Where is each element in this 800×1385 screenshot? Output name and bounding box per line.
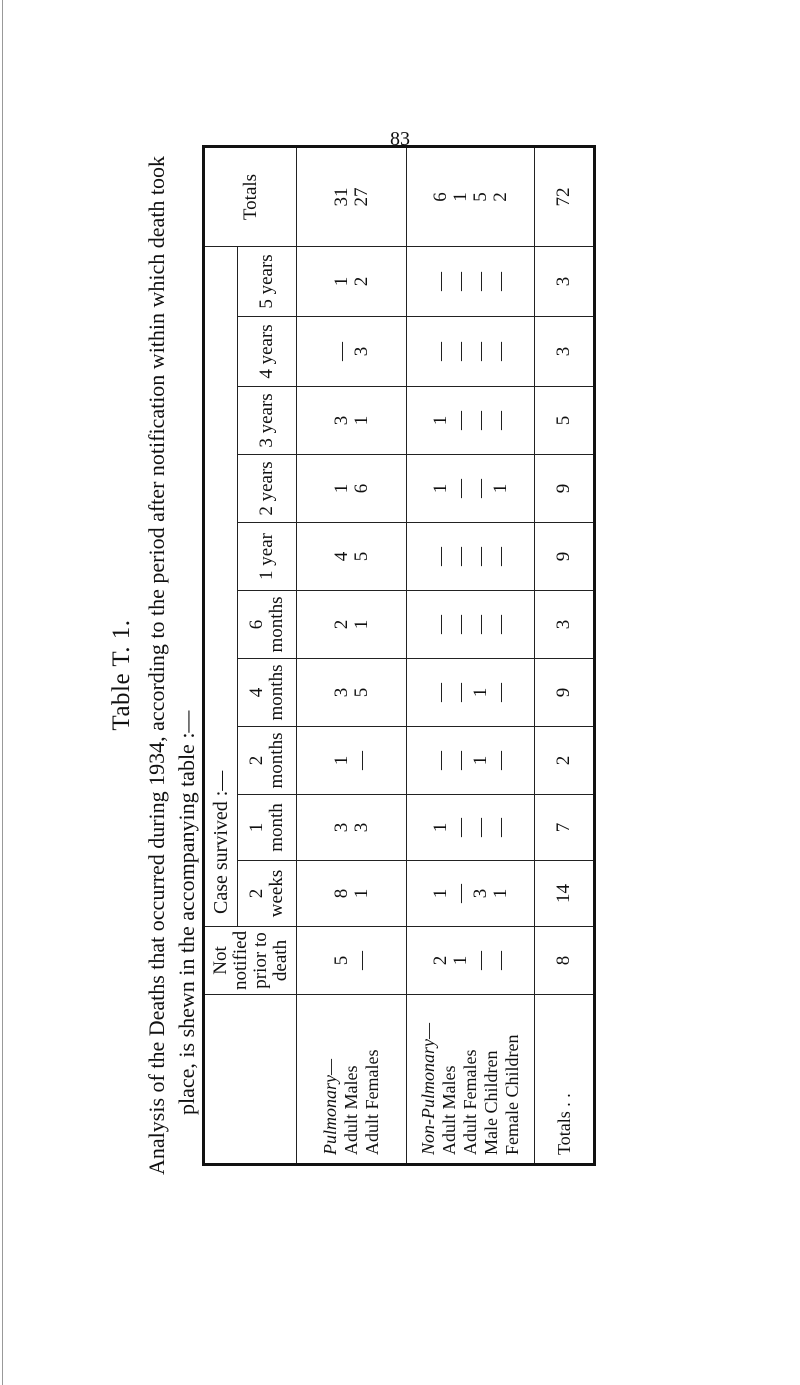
value: — [489,411,511,430]
totals-period: 3 [535,317,595,387]
period-cell [407,317,535,387]
value: 6 [350,483,372,494]
period-header: 2 weeks [238,861,297,927]
value: — [489,615,511,634]
value: — [429,751,451,770]
value: — [469,342,491,361]
value: 2 [429,955,451,966]
value: — [449,884,471,903]
value: — [469,479,491,498]
row-label: Adult Females [362,1049,382,1155]
value: — [449,751,471,770]
value: — [350,951,372,970]
totals-period: 14 [535,861,595,927]
row-label: Adult Males [439,1065,459,1155]
value: 1 [489,483,511,494]
value: — [469,547,491,566]
value: — [350,751,372,770]
value: 1 [449,192,471,202]
value: — [469,272,491,291]
value: — [429,683,451,702]
value: 3 [330,822,352,833]
value: 5 [350,551,372,562]
period-cell [297,727,407,795]
value: 1 [469,755,491,766]
period-cell [297,387,407,455]
page-number: 83 [390,128,410,150]
value: — [449,615,471,634]
totals-cell [407,147,535,247]
value: 1 [469,687,491,698]
group-pulmonary-label [297,995,407,1165]
totals-period: 9 [535,659,595,727]
row-label: Female Children [502,1034,522,1155]
value: 8 [330,888,352,899]
value: 1 [429,415,451,426]
value: 1 [449,955,471,966]
table-label: Table T. 1. [108,619,135,731]
period-header: 5 years [238,247,297,317]
value: 1 [489,888,511,899]
scan-margin-line [2,0,3,1385]
period-cell [407,247,535,317]
period-header: 3 years [238,387,297,455]
value: — [489,547,511,566]
period-cell [297,317,407,387]
value: 1 [330,755,352,766]
value: — [469,818,491,837]
period-header: 1 month [238,795,297,861]
value: — [469,615,491,634]
period-cell [407,861,535,927]
row-label: Male Children [481,1050,501,1155]
value: 1 [330,276,352,287]
not-notified-cell [297,927,407,995]
group-non-pulmonary-label [407,995,535,1165]
row-label-header [204,995,297,1165]
table-caption [108,155,199,1175]
period-cell [407,727,535,795]
period-header: 4 months [238,659,297,727]
period-header: 2 months [238,727,297,795]
value: 3 [330,687,352,698]
period-header: 2 years [238,455,297,523]
value: — [429,547,451,566]
not-notified-cell [407,927,535,995]
value: — [449,818,471,837]
group-title: Non-Pulmonary— [418,1023,438,1155]
value: — [449,272,471,291]
value: 1 [429,822,451,833]
value: 5 [330,955,352,966]
totals-period: 5 [535,387,595,455]
period-header: 4 years [238,317,297,387]
value: — [449,479,471,498]
value: 5 [350,687,372,698]
group-title: Pulmonary— [320,1059,340,1155]
not-notified-header: Not notified prior to death [204,927,297,995]
value: 3 [350,822,372,833]
totals-period: 7 [535,795,595,861]
totals-header: Totals [204,147,297,247]
period-cell [297,795,407,861]
value: 27 [350,187,372,207]
value: 2 [489,192,511,202]
value: 31 [330,187,352,207]
value: — [449,411,471,430]
period-cell [297,455,407,523]
totals-period: 3 [535,247,595,317]
totals-period: 9 [535,455,595,523]
value: — [449,547,471,566]
value: 4 [330,551,352,562]
period-cell [297,591,407,659]
value: — [489,951,511,970]
caption-line-1 [142,155,172,1175]
value: 1 [429,888,451,899]
totals-period: 3 [535,591,595,659]
case-survived-header: Case survived :— [204,247,238,927]
value: — [429,615,451,634]
value: — [489,342,511,361]
period-cell [407,455,535,523]
totals-row-label: Totals . . [535,995,595,1165]
value: — [489,751,511,770]
value: 3 [350,346,372,357]
value: — [469,951,491,970]
period-header: 6 months [238,591,297,659]
period-header: 1 year [238,523,297,591]
value: 1 [429,483,451,494]
value: 1 [350,619,372,630]
value: — [429,342,451,361]
value: 3 [469,888,491,899]
period-cell [297,861,407,927]
period-cell [407,523,535,591]
period-cell [407,659,535,727]
value: — [469,411,491,430]
value: — [429,272,451,291]
deaths-table [202,145,596,1166]
totals-period: 9 [535,523,595,591]
value: 3 [330,415,352,426]
caption-prefix: Analysis of the Deaths [144,975,169,1175]
grand-total: 72 [535,147,595,247]
value: 6 [429,192,451,202]
period-cell [297,247,407,317]
period-cell [407,591,535,659]
value: 1 [330,483,352,494]
row-label: Adult Females [460,1049,480,1155]
period-cell [407,387,535,455]
value: 2 [330,619,352,630]
value: — [489,272,511,291]
period-cell [407,795,535,861]
period-cell [297,659,407,727]
period-cell [297,523,407,591]
caption-line-1-rest: that occurred during 1934, according to the period after notification within which death took [144,155,169,976]
totals-not-notified: 8 [535,927,595,995]
value: — [330,342,352,361]
value: — [449,342,471,361]
value: — [449,683,471,702]
value: 1 [350,888,372,899]
value: — [489,683,511,702]
caption-line-2: place, is shewn in the accompanying table :— [174,710,199,1115]
totals-period: 2 [535,727,595,795]
totals-cell [297,147,407,247]
value: 5 [469,192,491,202]
value: 1 [350,415,372,426]
value: 2 [350,276,372,287]
row-label: Adult Males [341,1065,361,1155]
value: — [489,818,511,837]
deaths-table-rotated [202,173,592,1166]
